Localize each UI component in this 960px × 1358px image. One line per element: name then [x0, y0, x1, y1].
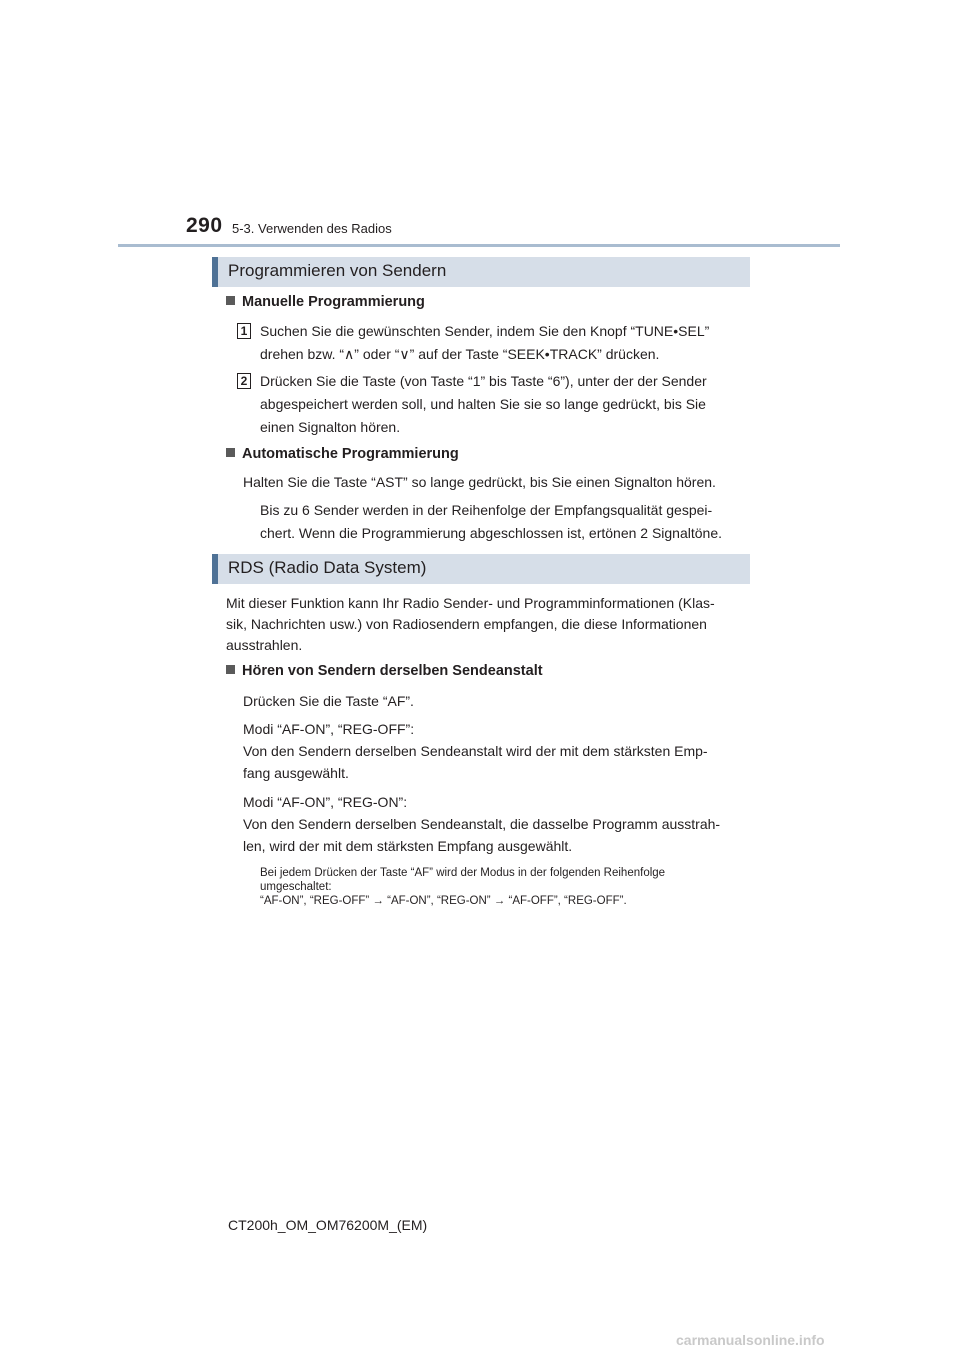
step1-line1: Suchen Sie die gewünschten Sender, indem Sie den Knopf “TUNE•SEL”: [260, 323, 710, 339]
rds-intro-line3: ausstrahlen.: [226, 637, 303, 653]
subheading-same-station: Hören von Sendern derselben Sendeanstalt: [226, 663, 543, 679]
bullet-square-icon: [226, 296, 235, 305]
rds-intro-line2: sik, Nachrichten usw.) von Radiosendern empfangen, die diese Informationen: [226, 616, 707, 632]
mode2-title: Modi “AF-ON”, “REG-ON”:: [243, 794, 408, 810]
step2-line3: einen Signalton hören.: [260, 419, 401, 435]
af-note-line3: “AF-ON”, “REG-OFF” → “AF-ON”, “REG-ON” → “AF-OFF”, “REG-OFF”.: [260, 895, 627, 907]
mode1-title: Modi “AF-ON”, “REG-OFF”:: [243, 721, 415, 737]
bullet-square-icon: [226, 665, 235, 674]
section-heading-text: RDS (Radio Data System): [228, 558, 427, 577]
header-divider: [118, 244, 840, 247]
mode2-line1: Von den Sendern derselben Sendeanstalt, die dasselbe Programm ausstrah-: [243, 816, 721, 832]
section-heading-text: Programmieren von Sendern: [228, 261, 447, 280]
step2-line2: abgespeichert werden soll, und halten Sie sie so lange gedrückt, bis Sie: [260, 396, 706, 412]
step2-line1: Drücken Sie die Taste (von Taste “1” bis Taste “6”), unter der der Sender: [260, 373, 707, 389]
mode1-line2: fang ausgewählt.: [243, 765, 349, 781]
mode1-line1: Von den Sendern derselben Sendeanstalt wird der mit dem stärksten Emp-: [243, 743, 708, 759]
footer-code: CT200h_OM_OM76200M_(EM): [228, 1217, 428, 1233]
step-number-1: 1: [237, 323, 251, 339]
section-heading-programming: [212, 257, 750, 287]
rds-intro-line1: Mit dieser Funktion kann Ihr Radio Sender- und Programminformationen (Klas-: [226, 595, 715, 611]
step-number-2: 2: [237, 373, 251, 389]
af-note-line1: Bei jedem Drücken der Taste “AF” wird der Modus in der folgenden Reihenfolge: [260, 867, 666, 879]
mode2-line2: len, wird der mit dem stärksten Empfang ausgewählt.: [243, 838, 573, 854]
section-reference: 5-3. Verwenden des Radios: [232, 221, 392, 236]
af-note-line2: umgeschaltet:: [260, 881, 332, 893]
automatic-note-line1: Bis zu 6 Sender werden in der Reihenfolge der Empfangsqualität gespei-: [260, 502, 713, 518]
subheading-manual: Manuelle Programmierung: [226, 294, 425, 310]
step1-line2: drehen bzw. “∧” oder “∨” auf der Taste “SEEK•TRACK” drücken.: [260, 346, 660, 362]
automatic-note-line2: chert. Wenn die Programmierung abgeschlossen ist, ertönen 2 Signaltöne.: [260, 525, 723, 541]
section-heading-rds: [212, 554, 750, 584]
bullet-square-icon: [226, 448, 235, 457]
page-number: 290: [186, 214, 223, 237]
watermark: carmanualsonline.info: [676, 1332, 825, 1348]
subheading-automatic: Automatische Programmierung: [226, 446, 459, 462]
automatic-text: Halten Sie die Taste “AST” so lange gedrückt, bis Sie einen Signalton hören.: [243, 474, 716, 490]
press-af-text: Drücken Sie die Taste “AF”.: [243, 693, 414, 709]
